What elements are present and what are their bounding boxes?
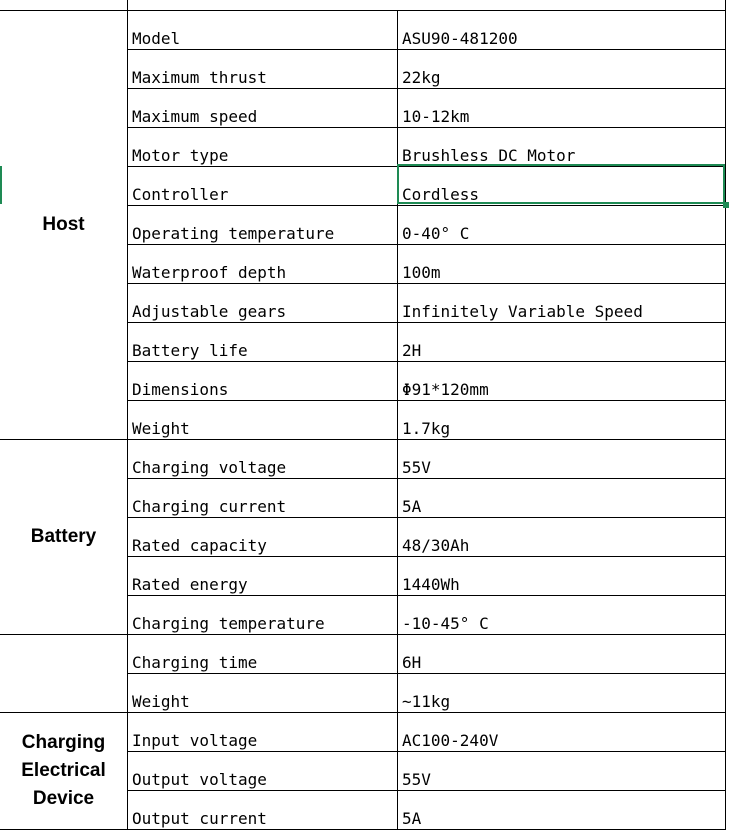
group-label: Host (42, 213, 85, 235)
spec-value-cell[interactable]: 10-12km (402, 107, 470, 126)
spec-key-cell[interactable]: Model (132, 29, 181, 48)
spec-key-cell[interactable]: Motor type (132, 146, 229, 165)
spec-value-cell[interactable]: ~11kg (402, 692, 451, 711)
spec-key-cell[interactable]: Charging voltage (132, 458, 287, 477)
spec-key-cell[interactable]: Waterproof depth (132, 263, 287, 282)
spec-value-cell[interactable]: 6H (402, 653, 422, 672)
spec-value-cell[interactable]: 0-40° C (402, 224, 470, 243)
spec-key-cell[interactable]: Controller (132, 185, 229, 204)
spec-key-cell[interactable]: Charging current (132, 497, 287, 516)
group-border (0, 829, 127, 830)
spec-key-cell[interactable]: Operating temperature (132, 224, 335, 243)
spec-key-cell[interactable]: Output current (132, 809, 267, 828)
spec-key-cell[interactable]: Maximum speed (132, 107, 258, 126)
spec-value-cell[interactable]: 2H (402, 341, 422, 360)
spec-key-cell[interactable]: Battery life (132, 341, 248, 360)
spec-value-cell[interactable]: -10-45° C (402, 614, 489, 633)
fill-handle[interactable] (723, 202, 729, 208)
spec-key-cell[interactable]: Weight (132, 419, 190, 438)
active-row-marker (0, 166, 2, 204)
spec-value-cell[interactable]: 100m (402, 263, 441, 282)
spec-key-cell[interactable]: Rated capacity (132, 536, 267, 555)
spec-key-cell[interactable]: Maximum thrust (132, 68, 267, 87)
spec-value-cell[interactable]: Brushless DC Motor (402, 146, 576, 165)
spec-value-cell[interactable]: 5A (402, 497, 422, 516)
spec-key-cell[interactable]: Charging time (132, 653, 258, 672)
group-label: Battery (30, 525, 97, 547)
spec-value-cell[interactable]: Φ91*120mm (402, 380, 489, 399)
spec-value-cell[interactable]: AC100-240V (402, 731, 499, 750)
spec-key-cell[interactable]: Rated energy (132, 575, 248, 594)
row-border (127, 829, 726, 830)
spec-value-cell[interactable]: 5A (402, 809, 422, 828)
spec-value-cell[interactable]: 1.7kg (402, 419, 451, 438)
group-label: Charging Electrical Device (21, 731, 106, 809)
spec-key-cell[interactable]: Dimensions (132, 380, 229, 399)
spec-value-cell[interactable]: 22kg (402, 68, 441, 87)
spec-key-cell[interactable]: Adjustable gears (132, 302, 287, 321)
spec-value-cell[interactable]: 1440Wh (402, 575, 460, 594)
spec-value-cell[interactable]: Infinitely Variable Speed (402, 302, 643, 321)
spec-value-cell[interactable]: Cordless (402, 185, 480, 204)
spec-value-cell[interactable]: 55V (402, 458, 431, 477)
spec-key-cell[interactable]: Charging temperature (132, 614, 325, 633)
spec-value-cell[interactable]: 55V (402, 770, 431, 789)
spec-value-cell[interactable]: ASU90-481200 (402, 29, 518, 48)
spec-key-cell[interactable]: Weight (132, 692, 190, 711)
spec-value-cell[interactable]: 48/30Ah (402, 536, 470, 555)
spec-key-cell[interactable]: Input voltage (132, 731, 258, 750)
spec-key-cell[interactable]: Output voltage (132, 770, 267, 789)
column-border (725, 0, 726, 829)
group-label (0, 634, 127, 712)
selected-cell-outline (397, 164, 725, 204)
